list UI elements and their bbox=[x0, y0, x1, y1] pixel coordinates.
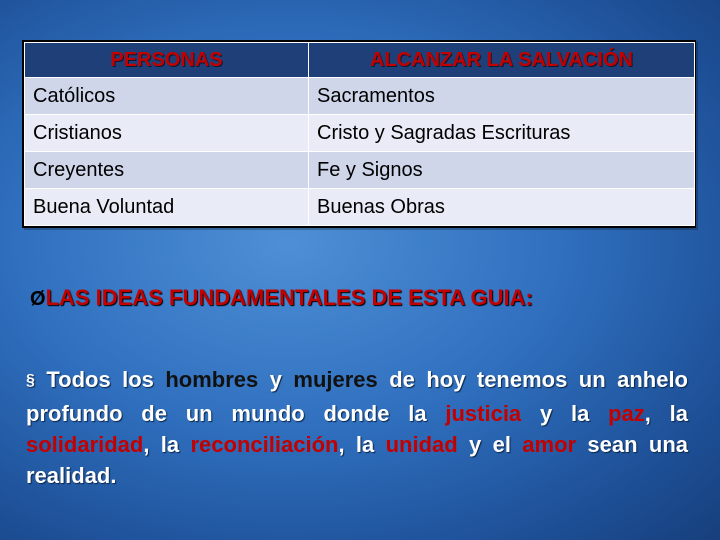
table-cell: Cristo y Sagradas Escrituras bbox=[309, 115, 695, 152]
text-part: , la bbox=[143, 432, 191, 457]
table-cell: Fe y Signos bbox=[309, 152, 695, 189]
text-part-reconciliacion: reconciliación bbox=[190, 432, 339, 457]
table-cell: Buena Voluntad bbox=[25, 189, 309, 226]
text-part: , la bbox=[644, 401, 688, 426]
table-cell: Buenas Obras bbox=[309, 189, 695, 226]
table-row bbox=[25, 78, 695, 115]
table-cell: Sacramentos bbox=[309, 78, 695, 115]
table-row bbox=[25, 115, 695, 152]
section-heading bbox=[30, 285, 700, 311]
header-personas: PERSONAS bbox=[25, 43, 309, 78]
text-part-justicia: justicia bbox=[445, 401, 522, 426]
text-part-amor: amor bbox=[522, 432, 577, 457]
text-part: Todos los bbox=[34, 367, 166, 392]
text-part: , la bbox=[338, 432, 386, 457]
arrow-bullet-icon: Ø bbox=[30, 288, 46, 310]
table-cell: Católicos bbox=[25, 78, 309, 115]
text-part: y bbox=[258, 367, 294, 392]
text-part: y la bbox=[521, 401, 609, 426]
text-part-mujeres: mujeres bbox=[293, 367, 378, 392]
table-cell: Cristianos bbox=[25, 115, 309, 152]
text-part-hombres: hombres bbox=[165, 367, 259, 392]
header-alcanzar-salvacion: ALCANZAR LA SALVACIÓN bbox=[309, 43, 695, 78]
bullet-paragraph bbox=[26, 364, 688, 491]
text-part-unidad: unidad bbox=[385, 432, 458, 457]
text-part: sean una realidad. bbox=[26, 432, 689, 488]
table-header-row bbox=[25, 43, 695, 78]
heading-text: LAS IDEAS FUNDAMENTALES DE ESTA GUIA: bbox=[45, 285, 533, 310]
table-cell: Creyentes bbox=[25, 152, 309, 189]
text-part: y el bbox=[457, 432, 523, 457]
salvation-table bbox=[22, 40, 696, 228]
square-bullet-icon: § bbox=[26, 372, 35, 389]
text-part: de hoy tenemos un anhelo profundo de un mundo donde la bbox=[26, 367, 688, 426]
table-row bbox=[25, 189, 695, 226]
text-part-solidaridad: solidaridad bbox=[26, 432, 144, 457]
table-row bbox=[25, 152, 695, 189]
text-part-paz: paz bbox=[608, 401, 645, 426]
